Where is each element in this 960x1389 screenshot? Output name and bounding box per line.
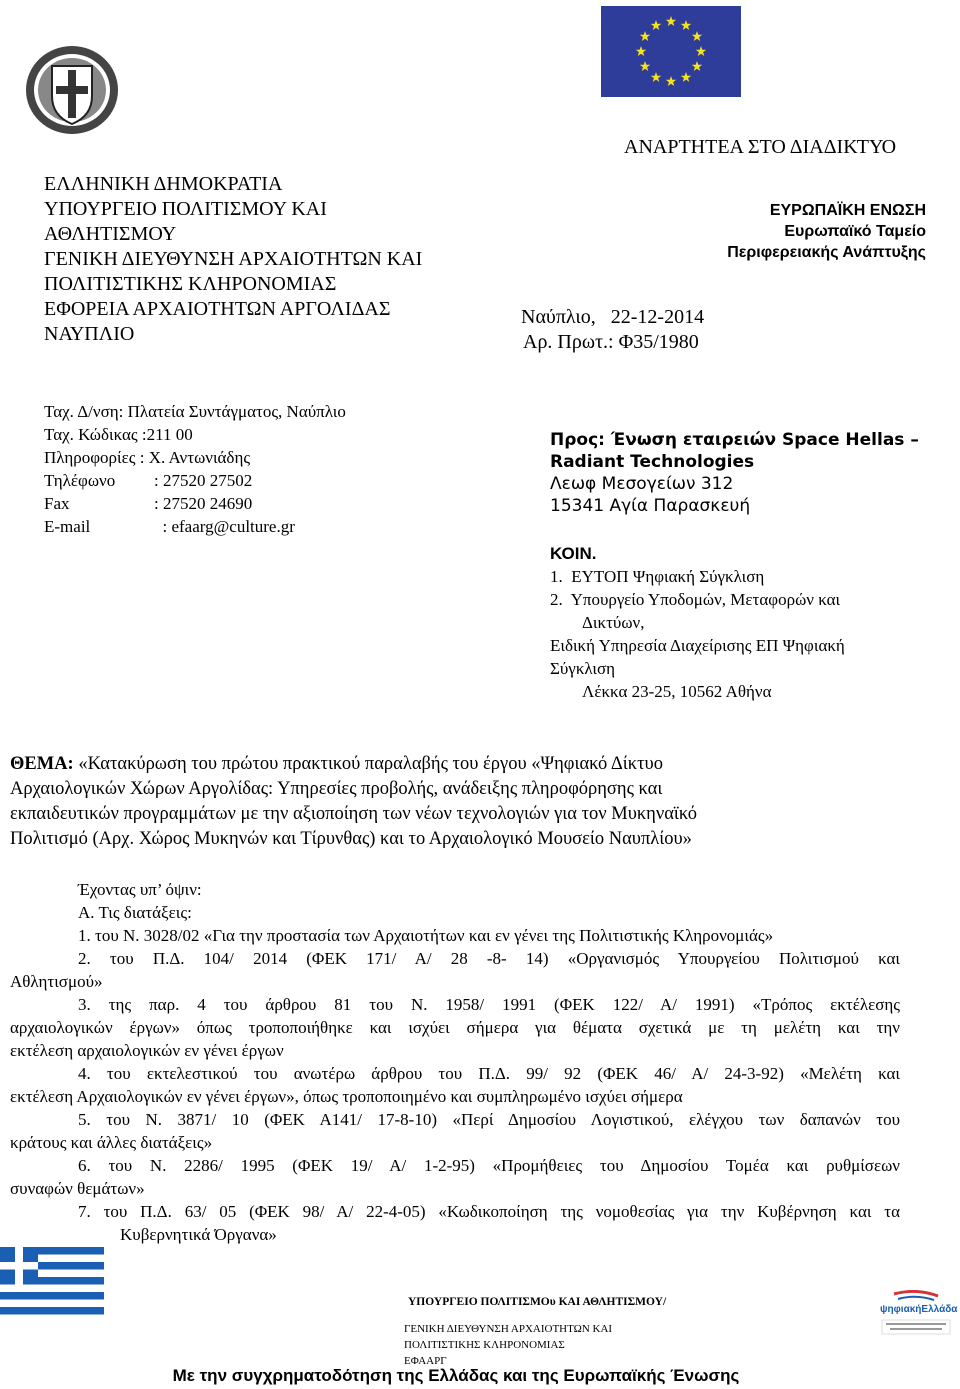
contact-phone-label: Τηλέφωνο [44, 471, 116, 490]
issuer-line: ΓΕΝΙΚΗ ΔΙΕΥΘΥΝΣΗ ΑΡΧΑΙΟΤΗΤΩΝ ΚΑΙ [44, 248, 423, 270]
subject [10, 752, 910, 852]
greek-emblem [22, 44, 122, 136]
footer-dept-line: ΠΟΛΙΤΙΣΤΙΚΗΣ ΚΛΗΡΟΝΟΜΙΑΣ [404, 1339, 565, 1351]
contact-fax-label: Fax [44, 494, 70, 513]
digital-greece-logo [876, 1290, 956, 1340]
provision-item-cont: συναφών θεμάτων» [10, 1179, 145, 1198]
recipient-line: Προς: Ένωση εταιρειών Space Hellas – [550, 430, 919, 450]
eu-line: Ευρωπαϊκό Ταμείο [784, 223, 926, 240]
posting-notice: ΑΝΑΡΤΗΤΕΑ ΣΤΟ ΔΙΑΔΙΚΤΥΟ [624, 136, 897, 158]
cc-item: 1. ΕΥΤΟΠ Ψηφιακή Σύγκλιση [550, 567, 765, 586]
issuer-line: ΕΛΛΗΝΙΚΗ ΔΗΜΟΚΡΑΤΙΑ [44, 173, 283, 195]
contact-phone: : 27520 27502 [154, 471, 253, 490]
recipient-line: 15341 Αγία Παρασκευή [550, 496, 751, 516]
cc-item-cont: Σύγκλιση [550, 659, 616, 678]
contact-email-label: E-mail [44, 517, 91, 536]
cc-title: ΚΟΙΝ. [550, 544, 597, 563]
issuer-header [44, 172, 422, 347]
provision-item-cont: Κυβερνητικά Όργανα» [120, 1225, 277, 1244]
contact-fax: : 27520 24690 [154, 494, 253, 513]
section-heading: Α. Τις διατάξεις: [78, 903, 192, 922]
footer-dept-line: ΕΦΑΑΡΓ [404, 1355, 447, 1367]
digital-greece-text: ψηφιακήΕλλάδα [880, 1304, 958, 1315]
provision-item-cont: κράτους και άλλες διατάξεις» [10, 1133, 213, 1152]
greek-flag [0, 1247, 104, 1315]
contact-details [44, 400, 346, 538]
cofunding-statement: Με την συγχρηματοδότηση της Ελλάδας και της Ευρωπαϊκής Ένωσης [172, 1366, 740, 1385]
provision-item: 5. του Ν. 3871/ 10 (ΦΕΚ Α141/ 17-8-10) «Περί Δημοσίου Λογιστικού, ελέγχου των δαπανών του [78, 1110, 900, 1129]
issuer-line: ΠΟΛΙΤΙΣΤΙΚΗΣ ΚΛΗΡΟΝΟΜΙΑΣ [44, 273, 337, 295]
contact-address: Ταχ. Δ/νση: Πλατεία Συντάγματος, Ναύπλιο [44, 402, 346, 421]
cc-item-cont: Δικτύων, [582, 613, 645, 632]
subject-line: Αρχαιολογικών Χώρων Αργολίδας: Υπηρεσίες προβολής, ανάδειξης πληροφόρησης και [10, 779, 663, 799]
provision-item: 4. του εκτελεστικού του ανωτέρω άρθρου του Π.Δ. 99/ 92 (ΦΕΚ 46/ Α/ 24-3-92) «Μελέτη και [78, 1064, 900, 1083]
contact-postcode: Ταχ. Κώδικας :211 00 [44, 425, 193, 444]
footer-dept-line: ΓΕΝΙΚΗ ΔΙΕΥΘΥΝΣΗ ΑΡΧΑΙΟΤΗΤΩΝ ΚΑΙ [404, 1323, 613, 1335]
protocol-number: Αρ. Πρωτ.: Φ35/1980 [523, 331, 699, 353]
provision-item: 3. της παρ. 4 του άρθρου 81 του Ν. 1958/ 1991 (ΦΕΚ 122/ Α/ 1991) «Τρόπος εκτέλεσης [78, 995, 900, 1014]
cc-item-cont: Ειδική Υπηρεσία Διαχείρισης ΕΠ Ψηφιακή [550, 636, 845, 655]
footer-department [404, 1321, 612, 1369]
place-date: Ναύπλιο, 22-12-2014 [521, 306, 705, 328]
provision-item: 2. του Π.Δ. 104/ 2014 (ΦΕΚ 171/ Α/ 28 -8- 14) «Οργανισμός Υπουργείου Πολιτισμού και [78, 949, 900, 968]
recipient-line: Radiant Technologies [550, 452, 755, 472]
provision-item-cont: εκτέλεση Αρχαιολογικών εν γένει έργων», όπως τροποποιημένο και συμπληρωμένο ισχύει σήμερα [10, 1087, 683, 1106]
provision-item: 1. του Ν. 3028/02 «Για την προστασία των Αρχαιοτήτων και εν γένει της Πολιτιστικής Κληρονομιάς» [78, 926, 774, 945]
provision-item: 7. του Π.Δ. 63/ 05 (ΦΕΚ 98/ Α/ 22-4-05) «Κωδικοποίηση της νομοθεσίας για την Κυβέρνηση και τα [78, 1202, 900, 1221]
cc-item-cont: Λέκκα 23-25, 10562 Αθήνα [582, 682, 772, 701]
provision-item-cont: εκτέλεση αρχαιολογικών εν γένει έργων [10, 1041, 284, 1060]
document-body [10, 878, 900, 1246]
subject-line: εκπαιδευτικών προγραμμάτων με την αξιοποίηση των νέων τεχνολογιών για τον Μυκηναϊκό [10, 804, 698, 824]
recipient-block [550, 429, 919, 517]
recipient-line: Λεωφ Μεσογείων 312 [550, 474, 734, 494]
eu-flag-logo [601, 6, 741, 97]
eu-line: ΕΥΡΩΠΑΪΚΗ ΕΝΩΣΗ [769, 202, 926, 219]
date-protocol [521, 305, 704, 355]
contact-email: : efaarg@culture.gr [154, 517, 295, 536]
eu-line: Περιφερειακής Ανάπτυξης [727, 244, 926, 261]
footer-ministry: ΥΠΟΥΡΓΕΙΟ ΠΟΛΙΤΙΣΜΟυ ΚΑΙ ΑΘΛΗΤΙΣΜΟΥ/ [408, 1296, 667, 1308]
subject-line: «Κατακύρωση του πρώτου πρακτικού παραλαβής του έργου «Ψηφιακό Δίκτυο [73, 754, 663, 774]
provision-item: 6. του Ν. 2286/ 1995 (ΦΕΚ 19/ Α/ 1-2-95) «Προμήθειες του Δημοσίου Τομέα και ρυθμίσεων [78, 1156, 900, 1175]
subject-label: ΘΕΜΑ: [10, 754, 74, 774]
subject-line: Πολιτισμό (Αρχ. Χώρος Μυκηνών και Τίρυνθας) και το Αρχαιολογικό Μουσείο Ναυπλίου» [10, 829, 692, 849]
eu-fund-label [727, 200, 926, 263]
issuer-line: ΝΑΥΠΛΙΟ [44, 323, 135, 345]
contact-info: Πληροφορίες : Χ. Αντωνιάδης [44, 448, 251, 467]
intro-line: Έχοντας υπ’ όψιν: [78, 880, 202, 899]
issuer-line: ΕΦΟΡΕΙΑ ΑΡΧΑΙΟΤΗΤΩΝ ΑΡΓΟΛΙΔΑΣ [44, 298, 391, 320]
issuer-line: ΑΘΛΗΤΙΣΜΟΥ [44, 223, 177, 245]
issuer-line: ΥΠΟΥΡΓΕΙΟ ΠΟΛΙΤΙΣΜΟΥ ΚΑΙ [44, 198, 327, 220]
cc-block [550, 542, 845, 703]
cc-item: 2. Υπουργείο Υποδομών, Μεταφορών και [550, 590, 841, 609]
provision-item-cont: Αθλητισμού» [10, 972, 103, 991]
provision-item-cont: αρχαιολογικών έργων» όπως τροποποιήθηκε και ισχύει σήμερα για θέματα σχετικά με τη μελέτη και την [10, 1018, 900, 1037]
